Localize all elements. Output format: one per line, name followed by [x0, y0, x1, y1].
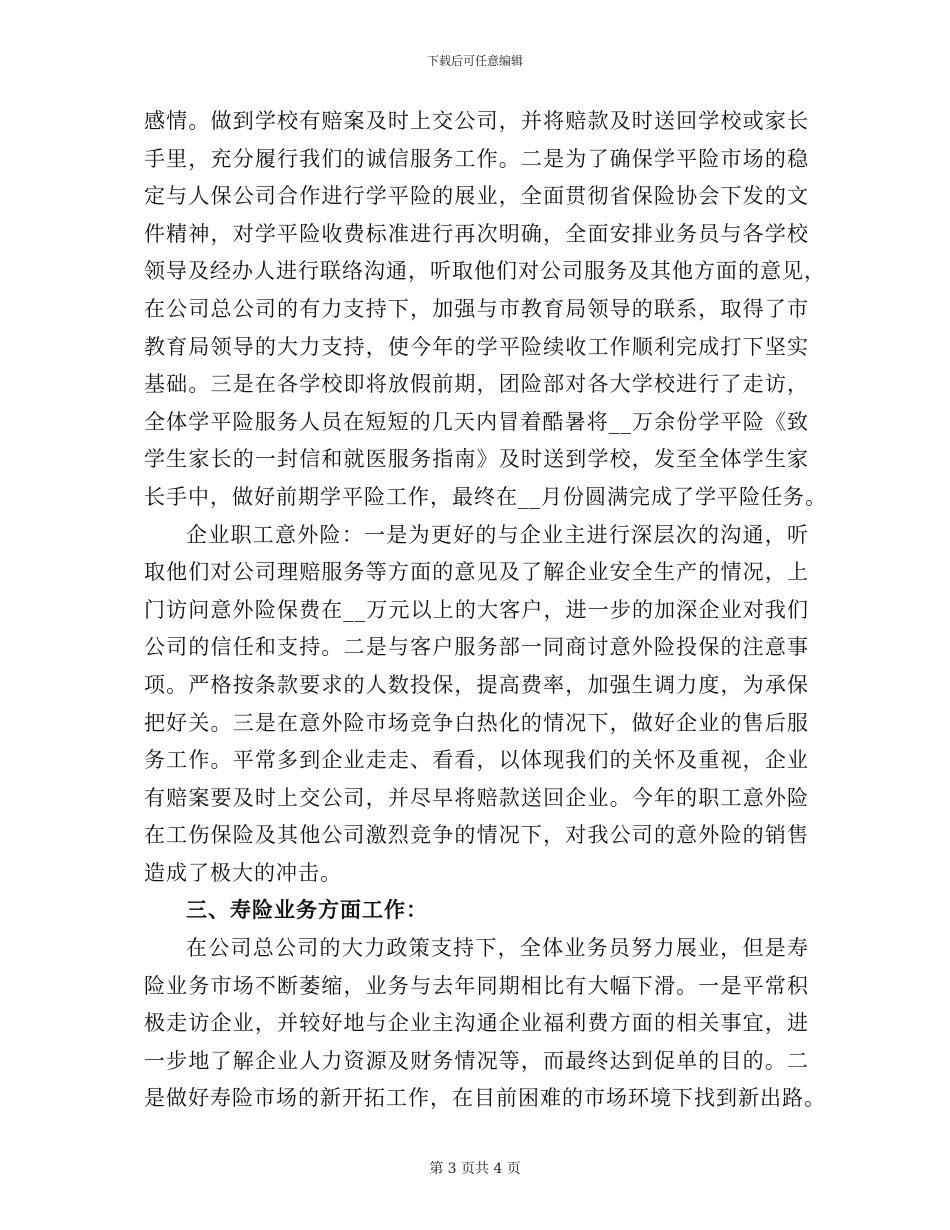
- text-line: 在工伤保险及其他公司激烈竞争的情况下，对我公司的意外险的销售: [144, 823, 809, 848]
- text-line: 门访问意外险保费在__万元以上的大客户，进一步的加深企业对我们: [144, 597, 809, 622]
- text-line: 感情。做到学校有赔案及时上交公司，并将赔款及时送回学校或家长: [144, 109, 809, 133]
- text-line: 基础。三是在各学校即将放假前期，团险部对各大学校进行了走访，: [144, 372, 809, 397]
- text-line: 件精神，对学平险收费标准进行再次明确，全面安排业务员与各学校: [144, 221, 809, 246]
- text-line: 务工作。平常多到企业走走、看看，以体现我们的关怀及重视，企业: [144, 748, 809, 773]
- text-line: 把好关。三是在意外险市场竞争白热化的情况下，做好企业的售后服: [144, 710, 809, 735]
- text-line: 取他们对公司理赔服务等方面的意见及了解企业安全生产的情况，上: [144, 560, 809, 585]
- text-line: 定与人保公司合作进行学平险的展业，全面贯彻省保险协会下发的文: [144, 184, 809, 209]
- text-line: 手里，充分履行我们的诚信服务工作。二是为了确保学平险市场的稳: [144, 146, 809, 171]
- text-line: 在公司总公司的有力支持下，加强与市教育局领导的联系，取得了市: [144, 296, 809, 321]
- text-line: 公司的信任和支持。二是与客户服务部一同商讨意外险投保的注意事: [144, 635, 809, 660]
- text-line: 是做好寿险市场的新开拓工作，在目前困难的市场环境下找到新出路。: [144, 1086, 826, 1111]
- text-line: 领导及经办人进行联络沟通，听取他们对公司服务及其他方面的意见，: [144, 259, 826, 284]
- text-line: 造成了极大的冲击。: [144, 860, 342, 885]
- page-header: 下载后可任意编辑: [426, 54, 523, 68]
- document-body: [144, 103, 827, 1118]
- text-line: 全体学平险服务人员在短短的几天内冒着酷暑将__万余份学平险《致: [144, 409, 809, 434]
- text-line: 有赔案要及时上交公司，并尽早将赔款送回企业。今年的职工意外险: [144, 785, 809, 810]
- text-line: 长手中，做好前期学平险工作，最终在__月份圆满完成了学平险任务。: [144, 484, 827, 509]
- text-line: 教育局领导的大力支持，使今年的学平险续收工作顺利完成打下坚实: [144, 334, 809, 359]
- paragraph-start-line: 企业职工意外险：一是为更好的与企业主进行深层次的沟通，听: [186, 522, 809, 547]
- text-line: 学生家长的一封信和就医服务指南》及时送到学校，发至全体学生家: [144, 447, 809, 472]
- paragraph-start-line: 在公司总公司的大力政策支持下，全体业务员努力展业，但是寿: [186, 936, 809, 961]
- text-line: 一步地了解企业人力资源及财务情况等，而最终达到促单的目的。二: [144, 1048, 809, 1073]
- text-line: 极走访企业，并较好地与企业主沟通企业福利费方面的相关事宜，进: [144, 1011, 809, 1036]
- text-line: 项。严格按条款要求的人数投保，提高费率，加强生调力度，为承保: [144, 672, 809, 697]
- section-heading: 三、寿险业务方面工作：: [186, 898, 428, 923]
- text-line: 险业务市场不断萎缩，业务与去年同期相比有大幅下滑。一是平常积: [144, 973, 809, 998]
- page-number-footer: 第 3 页共 4 页: [429, 1161, 521, 1177]
